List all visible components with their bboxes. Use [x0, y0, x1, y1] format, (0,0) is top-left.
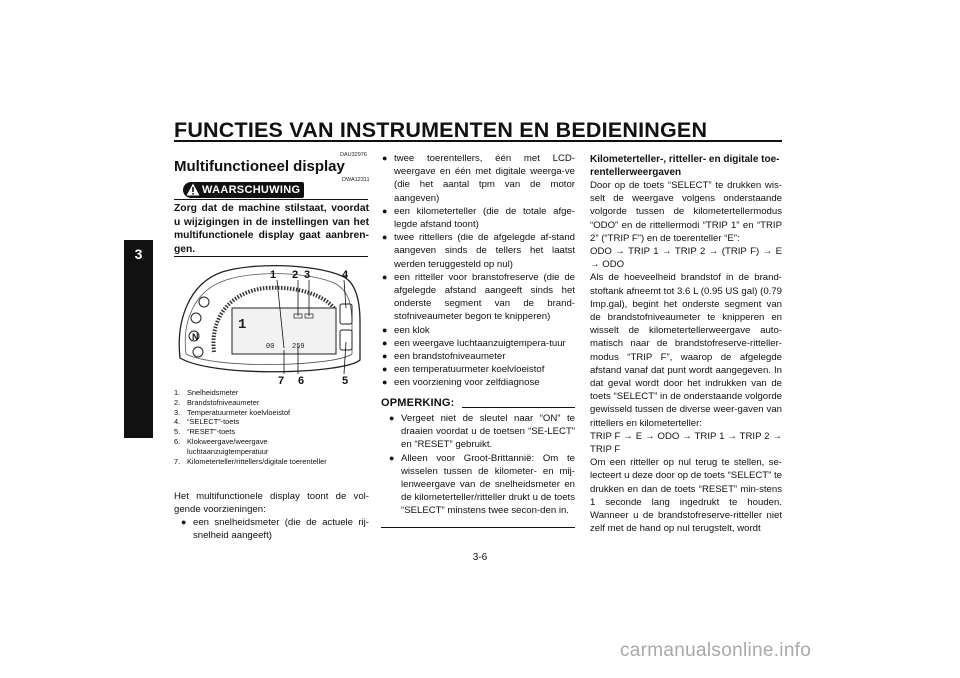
list-item: ● een klok — [382, 324, 430, 336]
list-item: ● een weergave luchtaanzuigtempera-tuur — [382, 337, 566, 349]
legend-item: 1. Snelheidsmeter — [174, 388, 239, 397]
svg-text:1: 1 — [238, 317, 247, 333]
callout-1: 1 — [270, 269, 277, 281]
feature-list-col2 — [382, 152, 575, 390]
bullet-icon: ● — [382, 232, 388, 243]
intro-paragraph: Het multifunctionele display toont de vol-gende voorzieningen: — [174, 491, 369, 516]
bullet-icon: ● — [382, 337, 388, 348]
bullet-icon: ● — [382, 324, 388, 335]
warning-rule-bottom — [174, 256, 368, 257]
section-code: DAU32976 — [340, 152, 367, 158]
page-number: 3-6 — [472, 552, 488, 563]
chapter-number: 3 — [134, 246, 143, 262]
page-header-title: FUNCTIES VAN INSTRUMENTEN EN BEDIENINGEN — [174, 118, 708, 142]
lcd-readout-right: 259 — [292, 343, 305, 351]
instrument-panel-figure — [174, 262, 369, 388]
subsection-body — [590, 179, 782, 535]
legend-item: 2. Brandstofniveaumeter — [174, 397, 260, 407]
paragraph: Om een ritteller op nul terug te stellen, se-lecteert u deze door op de toets “SELECT” te drukken en dan de toets “RESET” min-stens 1 seconde lang ingedrukt te houden. Wanneer u de brandstofreserve-ritteller niet zelf met de hand op nul terugstelt, wordt — [590, 457, 782, 535]
sequence-line: TRIP F → E → ODO → TRIP 1 → TRIP 2 → TRIP F — [590, 430, 782, 456]
legend-item: 7. Kilometerteller/rittellers/digitale toerenteller — [174, 456, 327, 466]
legend-item: 5. “RESET”-toets — [174, 427, 236, 437]
warning-triangle-icon — [186, 183, 200, 196]
bullet-icon: ● — [389, 452, 395, 463]
bullet-icon: ● — [382, 153, 388, 163]
subsection-title: Kilometerteller-, ritteller- en digitale toe-rentellerweergaven — [590, 154, 780, 179]
header-rule — [174, 140, 782, 142]
list-item: ● een kilometerteller (die de totale afge-legde afstand toont) — [382, 205, 575, 231]
list-item: ● een voorziening voor zelfdiagnose — [382, 377, 540, 389]
feature-list-col1 — [181, 516, 369, 542]
list-item: ● Vergeet niet de sleutel naar “ON” te draaien voordat u de toetsen “SE-LECT” en “RESET” gebruikt. — [389, 413, 575, 451]
callout-4: 4 — [342, 269, 349, 281]
sequence-line: ODO → TRIP 1 → TRIP 2 → (TRIP F) → E → ODO — [590, 246, 782, 271]
bullet-icon: ● — [382, 351, 388, 362]
legend-item: 3. Temperatuurmeter koelvloeistof — [174, 407, 291, 417]
figure-legend — [174, 388, 369, 466]
list-item: ● een snelheidsmeter (die de actuele rij-snelheid aangeeft) — [181, 517, 369, 542]
paragraph: Als de hoeveelheid brandstof in de brand-stoftank afneemt tot 3.6 L (0.95 US gal) (0.79 Imp.gal), begint het onderste segment van de brandstofniveaumeter te knipperen en wisselt de kilometertellerweergave auto-matisch naar de brandstofreserve-ritteller-modus “TRIP F”, waarop de afgelegde afstand vanaf dat punt wordt aangegeven. In dat geval wordt door het indrukken van de toets “SELECT” in de onderstaande volgorde gewisseld tussen de diverse weer-gaven van rittellers en kilometerteller: — [590, 272, 782, 429]
note-title: OPMERKING: — [381, 397, 455, 409]
warning-text: Zorg dat de machine stilstaat, voordat u wijzigingen in de instellingen van het multifunctionele display gaat aanbren-gen. — [174, 203, 369, 255]
callout-2: 2 — [292, 269, 299, 281]
list-item: ● Alleen voor Groot-Brittannië: Om te wisselen tussen de kilometer- en mij-lenweergave van de snelheidsmeter en de kilometerteller/ritteller drukt u de toets “SELECT” minstens twee secon-den in. — [389, 452, 575, 517]
paragraph: Door op de toets “SELECT” te drukken wis-selt de weergave volgens onderstaande volgorde tussen de kilometertellermodus “ODO” en de rittellermodi “TRIP 1” en “TRIP 2” (“TRIP F”) en de toerenteller “E”: — [590, 180, 782, 244]
note-rule-top — [462, 407, 575, 408]
callout-7: 7 — [278, 375, 285, 387]
list-item: ● een temperatuurmeter koelvloeistof — [382, 364, 545, 376]
watermark: carmanualsonline.info — [620, 640, 812, 661]
bullet-icon: ● — [382, 377, 388, 388]
bullet-icon: ● — [382, 271, 388, 282]
callout-5: 5 — [342, 375, 349, 387]
callout-3: 3 — [304, 269, 311, 281]
warning-rule-top — [174, 199, 368, 200]
list-item: ● een brandstofniveaumeter — [382, 351, 506, 363]
section-title: Multifunctioneel display — [174, 158, 345, 175]
neutral-indicator-icon: N — [192, 332, 199, 342]
legend-item: 4. “SELECT”-toets — [174, 417, 240, 427]
bullet-icon: ● — [382, 364, 388, 375]
lcd-readout-left: 00 — [266, 343, 275, 351]
list-item: ● twee rittellers (die de afgelegde af-stand aangeven sinds de tellers het laatst werden teruggesteld op nul) — [382, 232, 575, 270]
bullet-icon: ● — [389, 413, 395, 423]
warning-code: DWA12311 — [342, 177, 370, 183]
list-item: ● een ritteller voor branstofreserve (die de afgelegde afstand aangeeft sinds het onderste segment van de brand-stofniveaumeter begon te knipperen) — [382, 271, 575, 323]
note-rule-bottom — [381, 527, 575, 528]
list-item: ● twee toerentellers, één met LCD-weergave en één met digitale weerga-ve (die het aantal tpm van de motor aangeven) — [382, 153, 575, 204]
legend-item: 6. Klokweergave/weergave luchtaanzuigtemperatuur — [174, 436, 269, 456]
callout-6: 6 — [298, 375, 305, 387]
bullet-icon: ● — [181, 517, 187, 527]
bullet-icon: ● — [382, 205, 388, 216]
warning-label: WAARSCHUWING — [202, 184, 301, 196]
chapter-tab — [124, 240, 153, 438]
note-list — [389, 412, 575, 518]
